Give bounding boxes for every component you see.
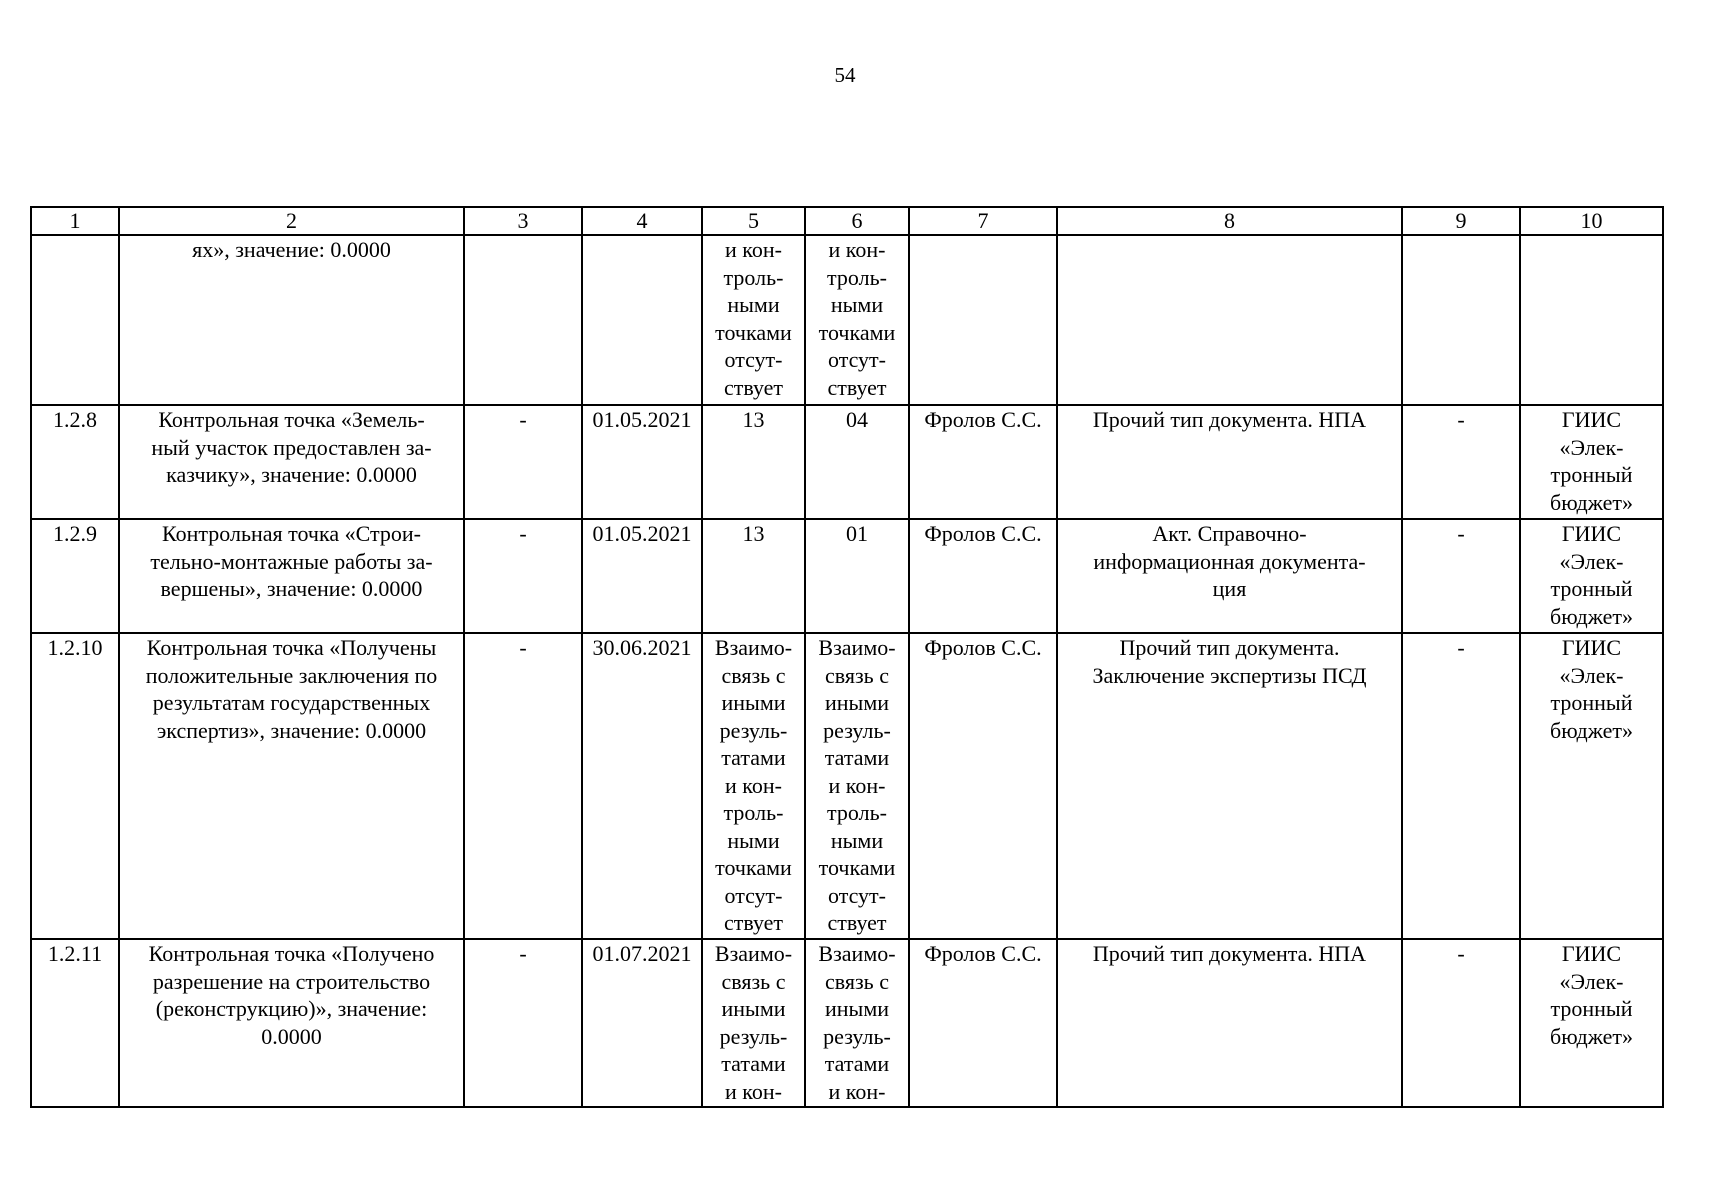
column-header: 5 [702,207,805,235]
table-row [31,633,1663,939]
cell-name: Контрольная точка «Строи- тельно-монтажные работы за- вершены», значение: 0.0000 [119,519,464,633]
cell-col5: 13 [702,405,805,519]
cell-document: Прочий тип документа. Заключение экспертизы ПСД [1057,633,1402,939]
cell-system: ГИИС «Элек- тронный бюджет» [1520,405,1663,519]
cell-date: 30.06.2021 [582,633,702,939]
cell-system: ГИИС «Элек- тронный бюджет» [1520,519,1663,633]
cell-responsible: Фролов С.С. [909,405,1057,519]
cell-system: ГИИС «Элек- тронный бюджет» [1520,939,1663,1107]
cell-col9: - [1402,405,1520,519]
cell-number: 1.2.11 [31,939,119,1107]
cell-col3: - [464,405,582,519]
cell-document: Прочий тип документа. НПА [1057,939,1402,1107]
cell-col3: - [464,519,582,633]
cell-col3: - [464,633,582,939]
cell-col6: 04 [805,405,909,519]
cell-col6: Взаимо- связь с иными резуль- татами и кон- [805,939,909,1107]
cell-col9: - [1402,633,1520,939]
data-table [30,206,1664,1108]
cell-col5: Взаимо- связь с иными резуль- татами и кон- [702,939,805,1107]
cell-number: 1.2.10 [31,633,119,939]
cell-name: ях», значение: 0.0000 [119,235,464,405]
cell-date [582,235,702,405]
cell-responsible [909,235,1057,405]
cell-col3 [464,235,582,405]
column-header: 3 [464,207,582,235]
table-row [31,405,1663,519]
cell-col5: и кон- троль- ными точками отсут- ствует [702,235,805,405]
cell-col9 [1402,235,1520,405]
cell-name: Контрольная точка «Получено разрешение на строительство (реконструкцию)», значение: 0.0000 [119,939,464,1107]
cell-document: Акт. Справочно- информационная документа- ция [1057,519,1402,633]
table-row [31,519,1663,633]
cell-col9: - [1402,519,1520,633]
cell-number [31,235,119,405]
column-header: 4 [582,207,702,235]
cell-document: Прочий тип документа. НПА [1057,405,1402,519]
column-header: 9 [1402,207,1520,235]
table-row [31,939,1663,1107]
cell-number: 1.2.8 [31,405,119,519]
cell-col5: Взаимо- связь с иными резуль- татами и кон- троль- ными точками отсут- ствует [702,633,805,939]
table-row [31,235,1663,405]
cell-date: 01.05.2021 [582,519,702,633]
column-header: 8 [1057,207,1402,235]
cell-name: Контрольная точка «Получены положительные заключения по результатам государственных экспертиз», значение: 0.0000 [119,633,464,939]
cell-col5: 13 [702,519,805,633]
column-header: 6 [805,207,909,235]
page-number: 54 [834,63,856,87]
cell-document [1057,235,1402,405]
column-header: 2 [119,207,464,235]
cell-col3: - [464,939,582,1107]
column-header: 1 [31,207,119,235]
cell-number: 1.2.9 [31,519,119,633]
cell-responsible: Фролов С.С. [909,519,1057,633]
cell-responsible: Фролов С.С. [909,633,1057,939]
cell-responsible: Фролов С.С. [909,939,1057,1107]
cell-date: 01.05.2021 [582,405,702,519]
cell-col6: и кон- троль- ными точками отсут- ствует [805,235,909,405]
cell-col6: 01 [805,519,909,633]
cell-col9: - [1402,939,1520,1107]
column-header: 10 [1520,207,1663,235]
cell-date: 01.07.2021 [582,939,702,1107]
cell-system [1520,235,1663,405]
cell-col6: Взаимо- связь с иными резуль- татами и кон- троль- ными точками отсут- ствует [805,633,909,939]
cell-name: Контрольная точка «Земель- ный участок предоставлен за- казчику», значение: 0.0000 [119,405,464,519]
cell-system: ГИИС «Элек- тронный бюджет» [1520,633,1663,939]
header-row [31,207,1663,235]
column-header: 7 [909,207,1057,235]
